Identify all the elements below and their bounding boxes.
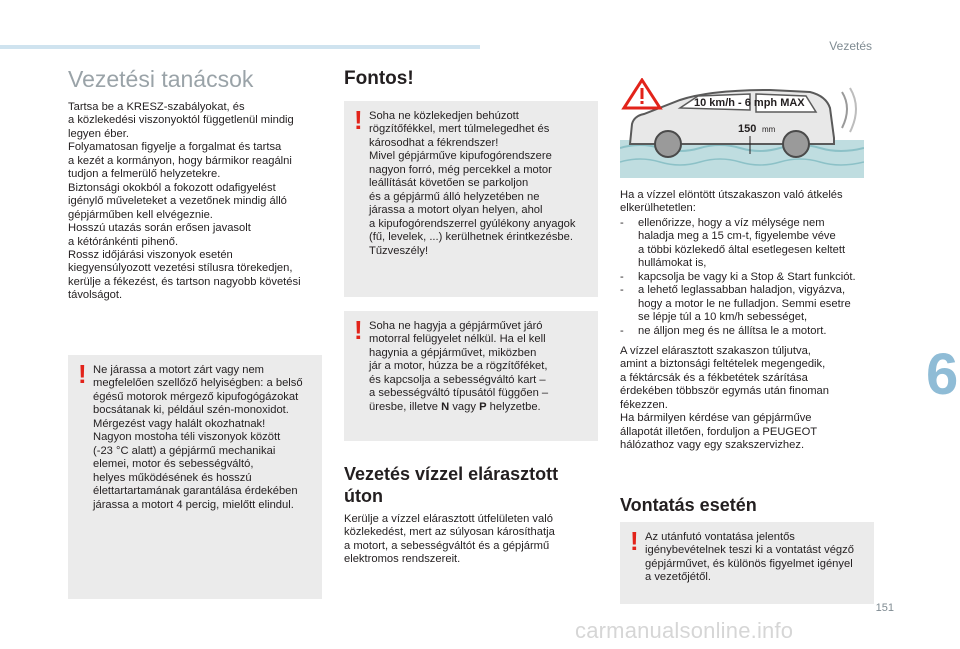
towing-warning-box [620,522,874,604]
page-number: 151 [875,602,894,614]
car-wheel [783,131,809,157]
motion-line [850,88,856,132]
warning-icon: ! [78,359,87,389]
header-bar [0,45,480,49]
water-depth-value: 150 [738,123,757,135]
list-item: - ne álljon meg és ne állítsa le a motort. [620,324,827,337]
warning-icon: ! [630,526,639,556]
watermark: carmanualsonline.info [575,618,794,643]
towing-title: Vontatás esetén [620,495,757,515]
flooded-road-illustration [620,78,864,178]
speed-limit-label: 10 km/h - 6 mph MAX [694,97,805,109]
motion-line [842,92,847,128]
section-label: Vezetés [829,39,872,53]
flood-intro: Ha a vízzel elöntött útszakaszon való átkelés elkerülhetetlen: [620,189,843,215]
danger-triangle-mark [641,88,644,99]
car-wheel [655,131,681,157]
exhaust-warning-text: Ne járassa a motort zárt vagy nem megfelelően szellőző helyiségben: a belső égésű motorok mérgező kipufogógázokat bocsátanak ki, például szén-monoxidot. Mérgezést vagy halált okozhatnak! Nagyon mostoha téli viszonyok között (-23 °C alatt) a gépjármű mechanikai elemei, motor és sebességváltó, helyes működésének és hosszú élettartartamának garantálása érdekében járassa a motort 4 percig, mielőtt elindul. [93,364,303,511]
parking-brake-warning-box [344,101,598,297]
list-item: - kapcsolja be vagy ki a Stop & Start funkciót. [620,270,856,283]
flood-checklist [620,217,885,338]
water-depth-unit: mm [762,125,776,134]
important-title: Fontos! [344,68,414,89]
flood-after-paragraph: A vízzel elárasztott szakaszon túljutva, amint a biztonsági feltételek megengedik, a féktárcsák és a fékbetétek szárítása érdekében többször egymás után finoman fékezzen. Ha bármilyen kérdése van gépjárműve állapotát illetően, forduljon a PEUGEOT hálózathoz vagy egy szakszervizhez. [620,345,829,452]
flooded-road-title: Vezetés vízzel elárasztott úton [344,464,559,506]
driving-tips-paragraph: Tartsa be a KRESZ-szabályokat, és a közlekedési viszonyoktól függetlenül mindig legyen éber. Folyamatosan figyelje a forgalmat és tartsa a kezét a kormányon, hogy bármikor reagálni tudjon a felmerülő helyzetekre. Biztonsági okokból a fokozott odafigyelést igénylő műveleteket a vezetőnek mindig álló gépjárműben kell elvégeznie. Hosszú utazás során erősen javasolt a kétóránkénti pihenő. Rossz időjárási viszonyok esetén kiegyensúlyozott vezetési stílusra törekedjen, kerülje a fékezést, és tartson nagyobb követési távolságot. [68,101,301,302]
list-item: - ellenőrizze, hogy a víz mélysége nem haladja meg a 15 cm-t, figyelembe véve a többi közlekedő által esetlegesen keltett hullámokat is, [620,217,846,270]
chapter-number: 6 [926,342,959,407]
warning-icon: ! [354,105,363,135]
unattended-warning-box [344,311,598,441]
driving-tips-title: Vezetési tanácsok [68,66,254,92]
unattended-warning-text: Soha ne hagyja a gépjárművet járó motorral felügyelet nélkül. Ha el kell hagynia a gépjárművet, miközben jár a motor, húzza be a rögzítőféket, és kapcsolja a sebességváltó kart – a sebességváltó típusától függően – üresbe, illetve N vagy P helyzetbe. [369,320,549,413]
danger-triangle-mark [641,101,644,104]
list-item: - a lehető leglassabban haladjon, vigyázva, hogy a motor le ne fulladjon. Semmi esetre se lépje túl a 10 km/h sebességet, [620,284,851,324]
towing-warning-text: Az utánfutó vontatása jelentős igénybevételnek teszi ki a vontatást végző gépjárművet, és különös figyelmet igényel a vezetőjétől. [645,531,854,584]
parking-brake-warning-text: Soha ne közlekedjen behúzott rögzítőfékkel, mert túlmelegedhet és károsodhat a fékrendszer! Mivel gépjárműve kipufogórendszere nagyon forró, még percekkel a motor leállítását követően se parkoljon és a gépjármű álló helyzetében ne járassa a motort olyan helyen, ahol a kipufogórendszerrel gyúlékony anyagok (fű, levelek, ...) kerülhetnek érintkezésbe. Tűzveszély! [369,110,576,257]
exhaust-warning-box [68,355,322,599]
warning-icon: ! [354,315,363,345]
car-in-water-drawing [620,78,864,178]
flooded-road-paragraph: Kerülje a vízzel elárasztott útfelületen való közlekedést, mert az súlyosan károsíthatja a motort, a sebességváltót és a gépjármű elektromos rendszereit. [344,513,555,566]
